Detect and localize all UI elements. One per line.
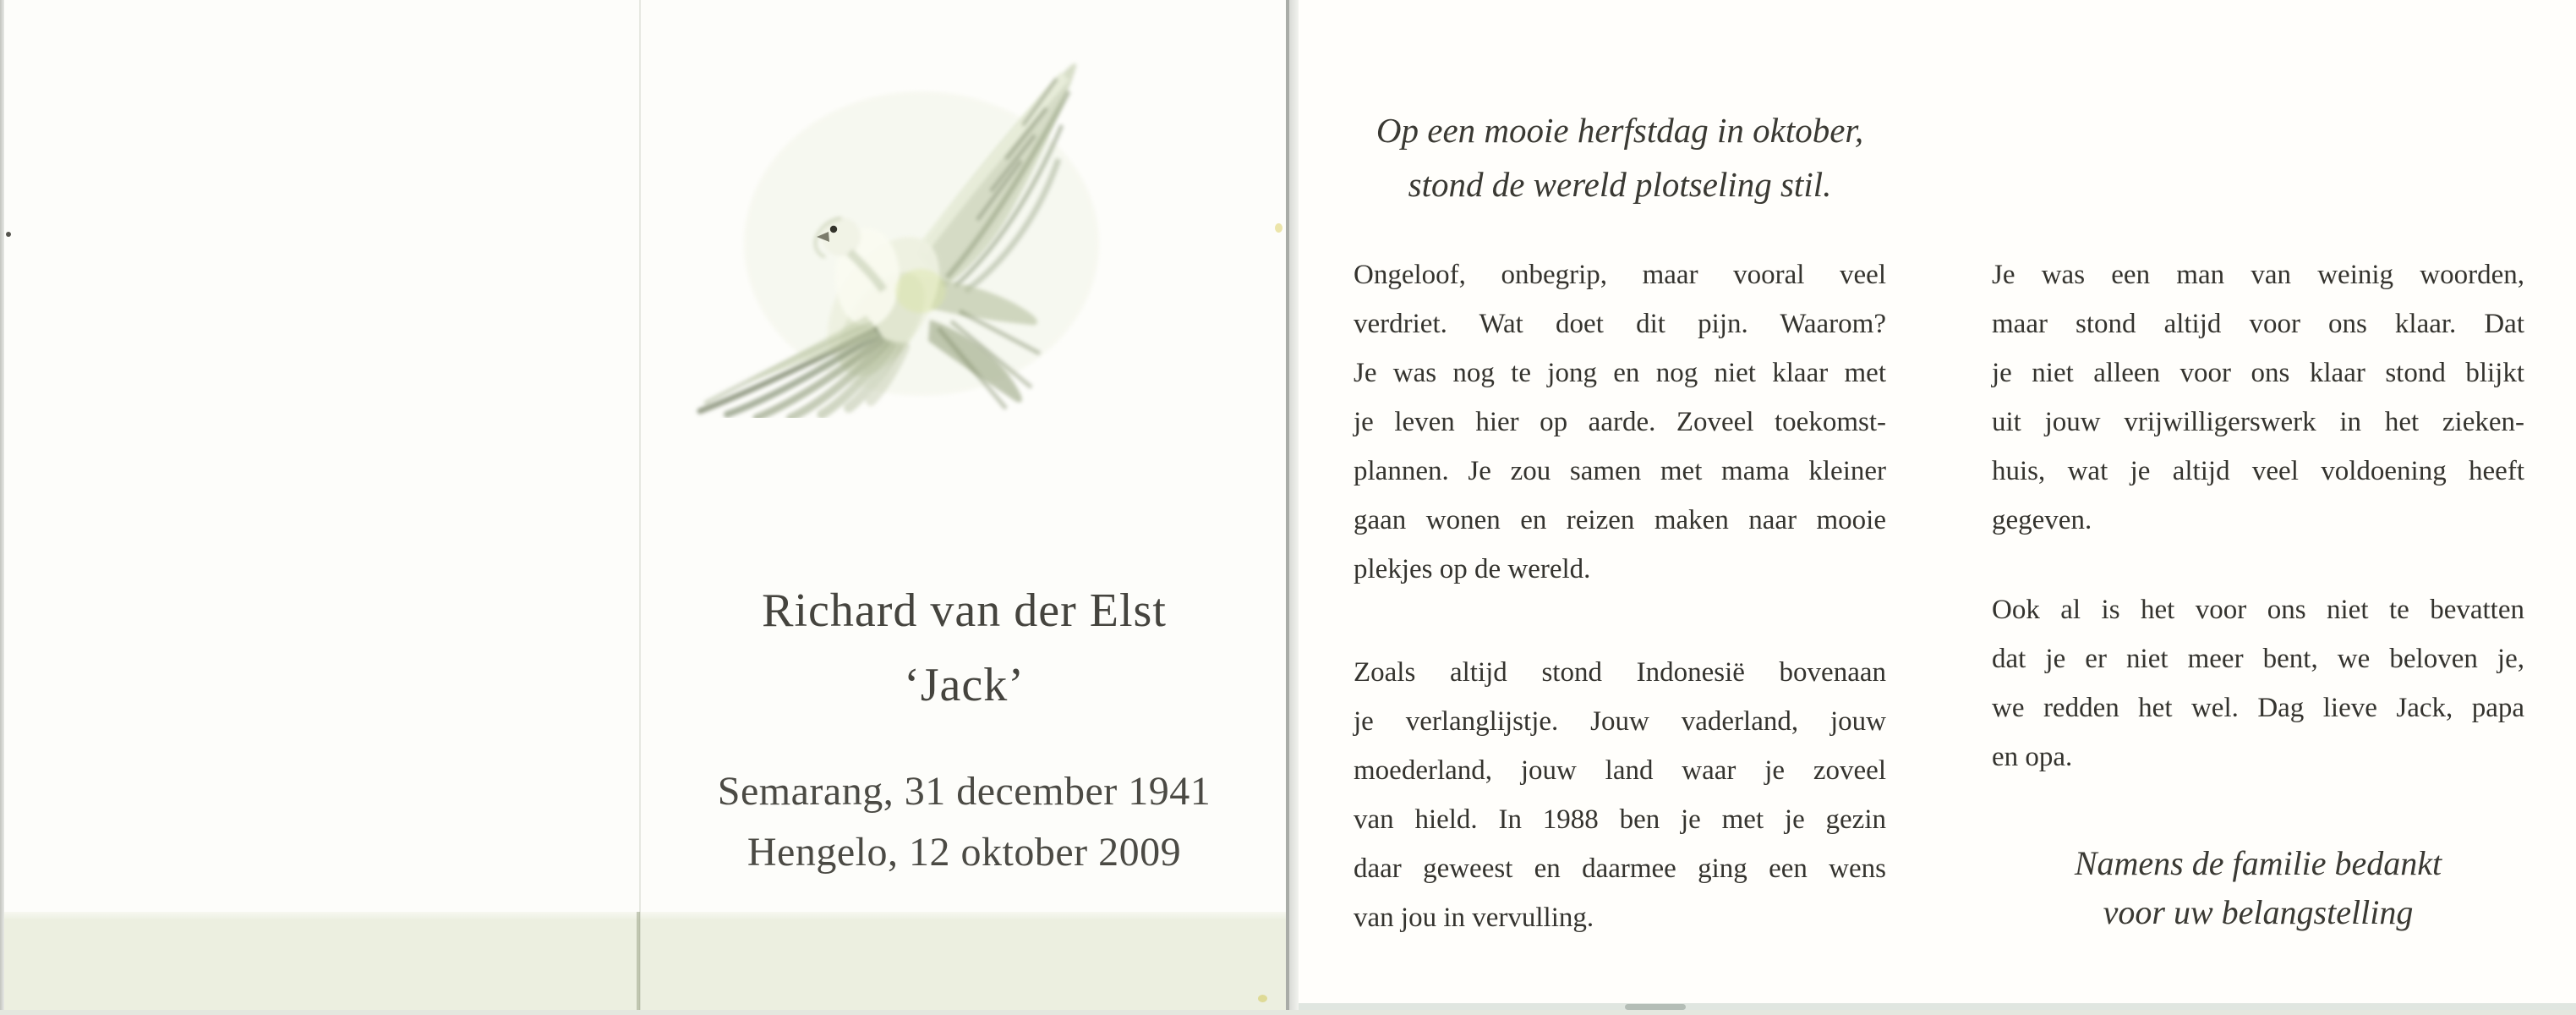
paragraph-indonesia: Zoals altijd stond Indonesië bovenaan je verlanglijstje. Jouw vaderland, jouw moederland, jouw land waar je zoveel van hield. In 1988 ben je met je gezin daar geweest en daarmee ging een wens van jou in vervulling. bbox=[1354, 657, 1886, 933]
birth-place-date: Semarang, 31 december 1941 bbox=[717, 769, 1211, 814]
scan-speck bbox=[6, 232, 11, 237]
text-column-2 bbox=[1992, 250, 2524, 782]
dove-illustration bbox=[668, 24, 1158, 418]
scan-bottom-edge bbox=[0, 1010, 2576, 1015]
paragraph-grief: Ongeloof, onbegrip, maar vooral veel verdriet. Wat doet dit pijn. Waarom? Je was nog te jong en nog niet klaar met je leven hier op aarde. Zoveel toekomst- plannen. Je zou samen met mama kleiner gaan wonen en reizen maken naar mooie plekjes op de wereld. bbox=[1354, 260, 1886, 584]
opening-quote: Op een mooie herfstdag in oktober, stond de wereld plotseling stil. bbox=[1376, 111, 1864, 204]
fold-crease-on-band bbox=[637, 912, 640, 1010]
inside-page bbox=[1299, 0, 2576, 1015]
scan-left-edge bbox=[0, 0, 4, 1015]
closing-note: Namens de familie bedankt voor uw belangstelling bbox=[2074, 844, 2442, 931]
cover-bottom-band bbox=[0, 912, 1288, 1010]
paragraph-farewell: Ook al is het voor ons niet te bevatten dat je er niet meer bent, we beloven je, we redden het wel. Dag lieve Jack, papa en opa. bbox=[1992, 595, 2524, 772]
scan-speck bbox=[1275, 223, 1283, 233]
text-column-1 bbox=[1354, 250, 1886, 942]
deceased-nickname: ‘Jack’ bbox=[904, 659, 1025, 711]
death-place-date: Hengelo, 12 oktober 2009 bbox=[747, 830, 1182, 875]
panel-divider-shadow bbox=[1289, 0, 1299, 1015]
dove-icon bbox=[668, 24, 1158, 418]
scan-speck bbox=[1258, 995, 1267, 1002]
scan-smudge bbox=[1625, 1004, 1686, 1010]
deceased-name: Richard van der Elst bbox=[762, 584, 1167, 637]
paragraph-character: Je was een man van weinig woorden, maar stond altijd voor ons klaar. Dat je niet alleen voor ons klaar stond blijkt uit jouw vrijwilligerswerk in het zieken- huis, wat je altijd veel voldoening heeft gegeven. bbox=[1992, 260, 2524, 535]
